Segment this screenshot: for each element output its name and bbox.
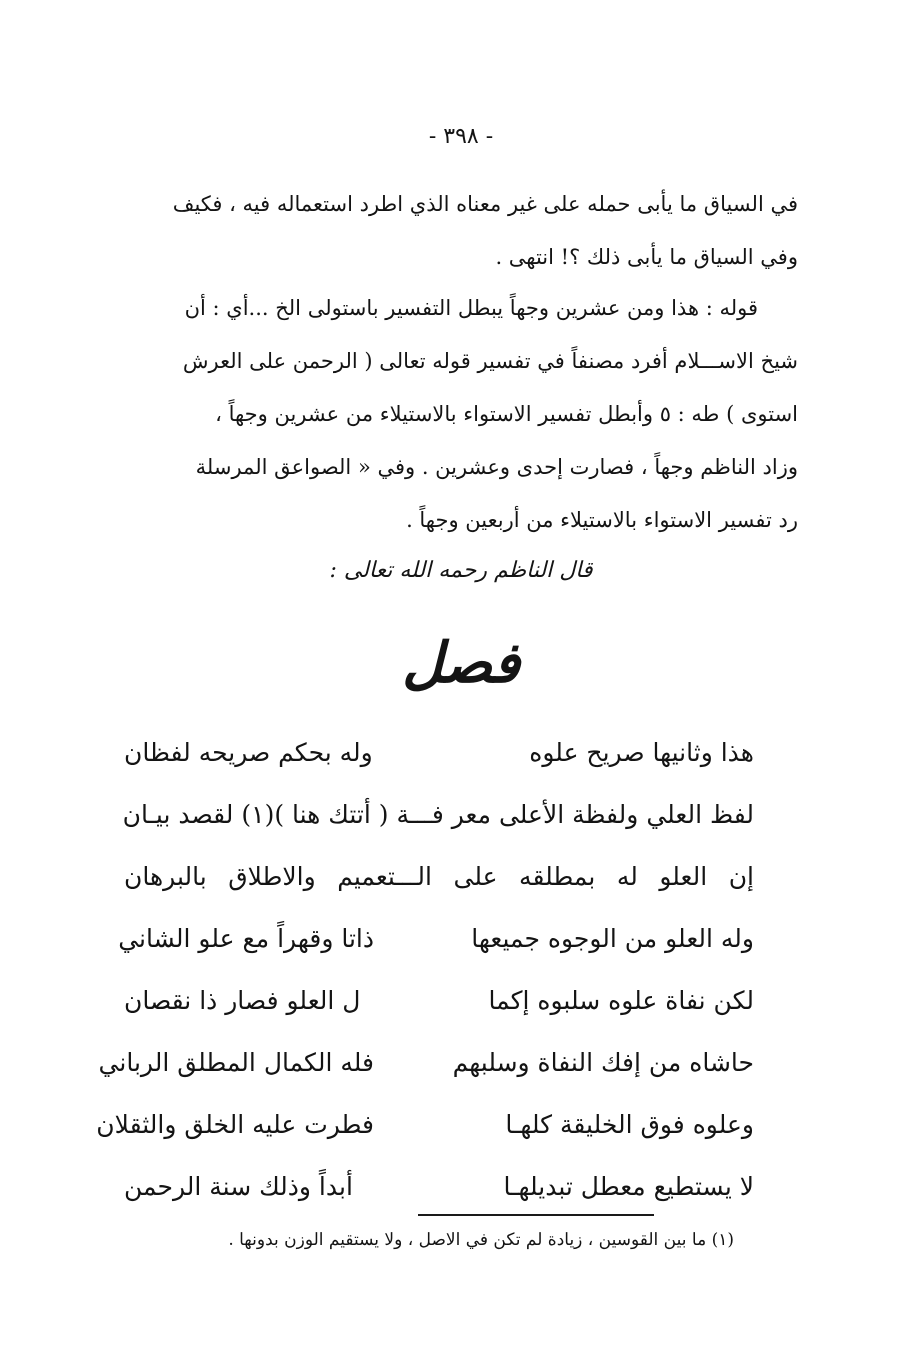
verse-second-hemistich: وله بحكم صريحه لفظان [124, 738, 373, 767]
verse-full-line: إن العلو له بمطلقه على الـــتعميم والاطلاق بالبرهان [124, 862, 754, 891]
footnote-divider [418, 1214, 654, 1216]
verse-first-hemistich: لا يستطيع معطل تبديلهـا [503, 1172, 754, 1201]
verse-second-hemistich: أبداً وذلك سنة الرحمن [124, 1172, 353, 1201]
verse-first-hemistich: حاشاه من إفك النفاة وسلبهم [452, 1048, 754, 1077]
prose-line: قوله : هذا ومن عشرين وجهاً يبطل التفسير باستولى الخ ...أي : أن [184, 296, 758, 320]
poem [96, 722, 754, 1218]
prose-line: وزاد الناظم وجهاً ، فصارت إحدى وعشرين . وفي « الصواعق المرسلة [195, 455, 798, 479]
prose-line: في السياق ما يأبى حمله على غير معناه الذي اطرد استعماله فيه ، فكيف [172, 192, 798, 216]
verse-second-hemistich: ل العلو فصار ذا نقصان [124, 986, 361, 1015]
verse [96, 1094, 754, 1156]
verse-second-hemistich: فله الكمال المطلق الرباني [98, 1048, 374, 1077]
verse [98, 1032, 754, 1094]
commentary-paragraph [124, 282, 798, 547]
prose-line: رد تفسير الاستواء بالاستيلاء من أربعين وجهاً . [406, 508, 798, 532]
poem-intro: قال الناظم رحمه الله تعالى : [329, 558, 593, 583]
verse-first-hemistich: لكن نفاة علوه سلبوه إكما [488, 986, 754, 1015]
verse-first-hemistich: هذا وثانيها صريح علوه [529, 738, 754, 767]
prose-line: وفي السياق ما يأبى ذلك ؟! انتهى . [495, 245, 798, 269]
prose-top [124, 178, 798, 284]
verse-second-hemistich: فطرت عليه الخلق والثقلان [96, 1110, 374, 1139]
section-heading: فصل [402, 630, 520, 696]
verse-first-hemistich: وله العلو من الوجوه جميعها [471, 924, 754, 953]
verse [124, 722, 754, 784]
verse-full-line: لفظ العلي ولفظة الأعلى معر فـــة ( أتتك هنا )(١) لقصد بيـان [122, 800, 754, 829]
page-number: - ٣٩٨ - [428, 124, 494, 149]
verse-second-hemistich: ذاتا وقهراً مع علو الشاني [118, 924, 374, 953]
verse-first-hemistich: وعلوه فوق الخليقة كلهـا [505, 1110, 754, 1139]
verse [118, 908, 754, 970]
footnote: (١) ما بين القوسين ، زيادة لم تكن في الاصل ، ولا يستقيم الوزن بدونها . [228, 1230, 734, 1250]
prose-line: استوى ) طه : ٥ وأبطل تفسير الاستواء بالاستيلاء من عشرين وجهاً ، [215, 402, 798, 426]
verse [124, 970, 754, 1032]
verse [124, 846, 754, 908]
verse [124, 1156, 754, 1218]
prose-line: شيخ الاســـلام أفرد مصنفاً في تفسير قوله تعالى ( الرحمن على العرش [182, 349, 798, 373]
verse [124, 784, 754, 846]
